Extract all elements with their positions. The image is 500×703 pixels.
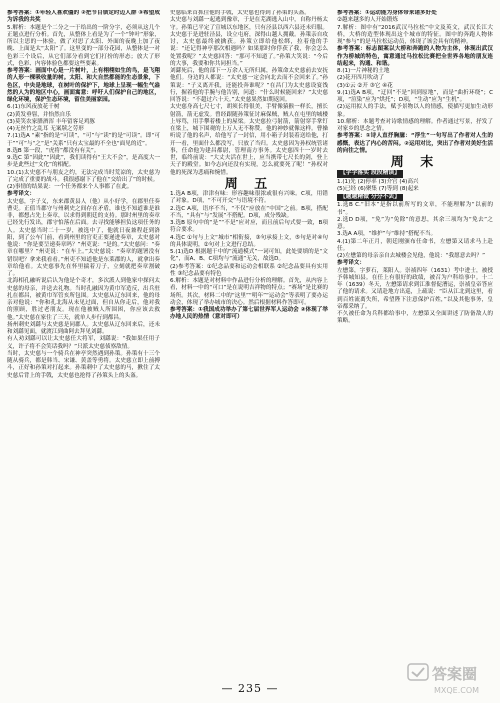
answer-paragraph: 北海相孔融听说后认为他是个奇才，多次派人到他家中探问太史慈的母亲，并送去礼物。当时孔融因为黄巾军造反，出兵驻扎在都昌，被黄巾军管亥所包围。太史慈从辽东回来，他的母亲对他说：“你和孔北海从未见过面，但自从你走后，他对我的照顾，胜过老朋友。现在他被贼人所围困，你应该去救他。”太史慈在家住了三天，就单人步行到都昌。 bbox=[7, 278, 160, 321]
answer-paragraph: 7.解析：图中有“2016武汉马拉松”中文及英文，武汉长江大桥，大桥的造型体现出这个城市的特征。图中的奔跑人物体现“参与”的是马拉松运动员，体现了该会具有的精神。 bbox=[337, 24, 493, 45]
answer-paragraph: 5.(1)选D 根据题干中的“流通模式”一词可知，此处要填的是“文化”，而A、B、C项均与“流通”无关，故选D。 bbox=[170, 249, 328, 263]
right-column-middle bbox=[337, 179, 493, 194]
watermark-box-icon bbox=[408, 664, 428, 680]
answer-heading: 参考译文： bbox=[7, 191, 35, 198]
answer-paragraph: ②越来越多的人开始锻炼 bbox=[337, 17, 398, 24]
answer-paragraph: 10.解析：本题考查对诗歌情感的理解。作者通过写景，抒发了对家乡的思念之情。 bbox=[337, 118, 493, 132]
answer-paragraph: (4)无丝竹之乱耳 无案牍之劳形 bbox=[7, 126, 84, 132]
answer-paragraph: 有人劝刘繇可以让太史慈任大将军，刘繇说：“我如果任用子义，许子将不会笑话我吗？”只派太史慈侦察敌情。 bbox=[7, 336, 160, 350]
answer-paragraph: 当时，太史慈与一个骑兵在神亭突然遇到孙策。孙策有十三个随从骑兵，都是韩当、宋谦、黄盖等勇将。太史慈立即上前搏斗，正好和孙策对打起来。孙策刺中了太史慈的马，揪住了太史慈后背上的手戟，太史慈也抢得了孙策头上的头盔。 bbox=[7, 350, 160, 379]
answer-paragraph: 太史慈与刘繇一起逃到豫章，于是在芜湖逃入山中，自称丹杨太守。孙策已平定了宣城以东地区，只有泾县以西六县还未归服。太史慈于是进驻泾县，设立屯府，深得山越人拥戴。孙策亲自攻讨，太史慈最终被擒获。孙策立即给他松绑，拉着他的手说：“还记得神亭那次相遇吗？如果那时你俘获了我，你会怎么处置我呢？”太史慈回答：“那可不知道了。”孙策大笑说：“今后的大事，我要和你共同担当。” bbox=[170, 17, 328, 67]
watermark-sub: MXQE.COM bbox=[434, 686, 480, 695]
right-column-bottom bbox=[337, 202, 493, 325]
answer-paragraph: 4.选C ①句与上文“城市”相衔接，③句承接上文，⑤句是对④句的具体说明，②句对上文进行总结。 bbox=[170, 234, 328, 248]
right-column bbox=[337, 10, 493, 326]
answer-paragraph: 8.(1)一片神秘的土地 bbox=[337, 68, 390, 74]
answer-paragraph: (2)参考答案：①纪念品要和运动会相联系 ②纪念品要具有实用性 ③纪念品要有特色 bbox=[170, 263, 328, 277]
answer-paragraph: (2)左懋第的母亲亲自去城楼会见他，他说：“我愿意去吗？” bbox=[337, 253, 485, 259]
answer-paragraph: (2)黄发垂髫，并怡然自乐 bbox=[7, 111, 71, 118]
middle-column-bottom bbox=[170, 191, 328, 322]
middle-column-top bbox=[170, 10, 328, 177]
section-bar-exercise: 【题题精做 分分不丢】 bbox=[337, 194, 403, 201]
answer-paragraph: 10.(1)太史慈不与朋友之约，无法完成当时荒凉的，太史慈为了完成了重要的战斗。我很感谢下了他在“交给出了”的时候。 bbox=[7, 169, 160, 183]
answer-paragraph: 6.(1)东风夜放花千树 bbox=[7, 104, 60, 111]
answer-paragraph: 刘繇死后，他的部下一万余人无所归属，孙策命太史慈前去安抚他们。身边的人都说：“太史慈一定会向北去而不会回来了。”孙策说：“子义离开我，还能投奔谁呢？”在昌门为太史慈设宴饯行，握着他的手腕与他告别，问道：“什么时候能回来？”太史慈回答说：“不超过六十天。”太史慈果然如期返回。 bbox=[170, 68, 328, 103]
answer-paragraph: 不久被任命为兵科都给事中，左懋第又全面讲述了防备敌人的策略。 bbox=[337, 311, 493, 325]
answer-paragraph: 7.(1)选A “素”指的是“可读”，“可”与“读”的是“可读”。即“可于”“可”与“之”是“关系”只有太宝最的不全也“面见的近”。 bbox=[7, 133, 160, 147]
answer-paragraph: 左懋第，字萝石，莱阳人。崇祯四年（1631）考中进士，被授予韩城知县。在任上有很好的政绩，被召为户科给事中。十二年（1639）冬天，左懋第请求到江淮督促漕运，崇祯皇帝答应了他的请求。又请赴地方出巡，上疏说：“臣从江北到这里，看到百姓流离失所，希望陛下注意保护百姓，”以及其他事务，皇帝都采纳了。 bbox=[337, 267, 493, 310]
answer-paragraph: 2.选C A项，语序不当，“不仅”应放在“中国”之前。B项，搭配不当，“具有”与“发展”不搭配。D项，成分残缺。 bbox=[170, 205, 328, 219]
answer-paragraph: 1.(1)先 (2)停率 (3)介官 (4)高兴 bbox=[337, 178, 419, 185]
answer-paragraph: (3)莫笑农家腊酒浑 丰年留客足鸡豚 bbox=[7, 118, 96, 125]
watermark-logo bbox=[406, 660, 494, 700]
section-title-weekend: 周 末 bbox=[390, 155, 440, 170]
answer-heading: 参考答案：①运动能为身体带来诸多好处 bbox=[337, 10, 437, 16]
left-column bbox=[7, 10, 160, 380]
section-title-friday: 周 五 bbox=[224, 176, 274, 192]
answer-paragraph: 1.选A B项，津津有味：形容趣味很浓或很有兴味。C项，用错了对象。D项，“不可开交”与语境不符。 bbox=[170, 191, 328, 205]
answer-paragraph: (2)花开四月吹动了 bbox=[337, 75, 385, 82]
answer-heading: 参考译文： bbox=[337, 260, 365, 267]
watermark-check-icon bbox=[412, 668, 424, 676]
watermark-text: 答案圈 bbox=[432, 665, 478, 683]
section-bar-word-practice: 【字字落实 段段精读】 bbox=[337, 170, 403, 177]
answer-paragraph: 9.(1)选A B项，“迂回”不是“回到原地”，而是“曲折环绕”；C项，“渲染”应为“烘托”；D项，“生动”应为“生机”。 bbox=[337, 89, 493, 103]
answer-paragraph: 太史慈身高七尺七寸，胡须长得很美，手臂像猿猴一样长，擅长射箭，箭无虚发。曾经跟随孙策征讨麻保贼，贼人在屯里的城楼上辱骂，用手攀着楼上的屋梁。太史慈拉弓射箭，箭射穿手掌钉在梁上，城下围观的上万人无不称赞。他的神妙就像这样。曹操听说了他的名声，给他写了一封信，用小箱子封装着送给他，打开一看，里面什么都没写，只放了当归。太史慈因为孙权统管诸事，任命他为建昌都尉，管理南方事务。太史慈四十一岁时去世，临终前说：“大丈夫活在世上，应当携带七尺长的剑，登上天子的殿堂。如今志向还没有实现，怎么就要死了呢！”孙权对他的死深为悲痛和惋惜。 bbox=[170, 104, 328, 176]
answer-paragraph: 史慈临来首抓住他的手戟，太史慈也得到了孙策的头盔。 bbox=[170, 10, 310, 16]
answer-paragraph: 扬州刺史刘繇与太史慈是同郡人。太史慈从辽东回来后，还未和刘繇见面，就渡江到曲阿去拜见刘繇。 bbox=[7, 321, 160, 335]
answer-heading: 参考答案：画面中心是一片树叶，上有栩栩如生的鸟，是飞翔的人形一棵吸收量的树。太阳、和大自然都能的生态景象，下色区，中央是地球，在树叶的保护下，地球上呈现一幅生气盎然的人为的地区中心，画面寓意：呼吁人们保护自己的地区，绿化环境，保护生态环境，留住美丽家园。 bbox=[7, 68, 160, 103]
answer-paragraph: (3)①云 ②开 ③它 ④花 bbox=[337, 82, 393, 89]
answer-paragraph: 3.选B 原句中的“是”“不是”应对应，而且前后句式要一致，B项符合要求。 bbox=[170, 220, 328, 234]
answer-paragraph: 1.选B C.“旧本”是指以前所写的文章，不能理解为“以前的书”。 bbox=[337, 202, 493, 216]
right-column-top bbox=[337, 10, 493, 155]
answer-paragraph: 6.解析：本题是对材料中作品进行分析的理解。首先，从内容上看，材料一中的“可口”是在说明吉祥物的特点；“赛场”是比赛的场所。其次，材料二中的“这里”“明年”“运动会”等表明了要办运动会，体现了举办城市的决心。然后根据材料作答即可。 bbox=[170, 278, 328, 306]
answer-heading: 参考答案：①我国成功举办了第七届世界军人运动会 ②体现了举办地人民的热情（意对即可） bbox=[170, 307, 328, 321]
answer-paragraph: 9.选C 第“因此”“因此”，我们读得有“王大不会”，是高度大一步是此些过“文化”的相配。 bbox=[7, 155, 160, 169]
answer-paragraph: (2)运用拟人的手法，赋予景物以人的情感，使描写更加生动形象。 bbox=[337, 104, 493, 118]
answer-paragraph: 3.选A A项，“维护”与“维持”搭配不当。 bbox=[337, 231, 437, 238]
middle-column bbox=[170, 10, 328, 322]
answer-paragraph: 太史慈，字子义，东来郡黄县人（他）从小好学，在郡里任奏曹吏。正值当郡守与州刺史之间存在矛盾，谁也不知道谁是谁非，都想占先上奏章，以求得到朝廷的支持。那时州里的奏章已经先行发出，郡守怕落在后面。去寻找能够担负这项任务的人。太史慈当时二十一岁，被选中了，他就日夜兼程赶到洛阳，到了公车门前，看到州里的官吏正要递进奏章，太史慈对他说：“你是要呈递奏章吗？”州吏说：“是的。”太史慈问：“奏章在哪里？”州吏说：“在车上。”太史慈说：“奏章的题署没有错误吧？拿来我看看。”州吏不知道他是东莱郡的人，就拿出奏章给他看。太史慈事先在怀里揣着刀子，立刻就把奏章割破了。 bbox=[7, 198, 160, 277]
answer-paragraph: 4.(1)第二年正月，朝廷刚颁布任命书，左懋第又请求马上赴任。 bbox=[337, 238, 493, 252]
answer-heading: 参考答案：标志图案以大桥和奔跑的人物为主体，体现出武汉作为桥城的特色，寓意通过马拉松比赛把全世界各地的朋友连结起来，沟通、和谐。 bbox=[337, 46, 493, 67]
answer-heading: 参考答案：①年轻人喜欢僵的 ②把节目锁定时迈人群 ③希望成为诉我的共奖 bbox=[7, 10, 160, 24]
answer-paragraph: (2)事情的结果说：一个任务都来个人事都了在此。 bbox=[7, 184, 133, 190]
answer-heading: 参考答案：①诗人直抒胸臆：“浮生”一句写出了作者对人生的感慨，表达了内心的苦闷。②运用对比，突出了作者对美好生活的向往之情。 bbox=[337, 133, 493, 154]
answer-paragraph: 2.选D D项，“免”为“免除”的意思，其余三项均为“免去”之意。 bbox=[337, 216, 493, 230]
page-number: — 235 — bbox=[221, 682, 279, 695]
answer-paragraph: 8.选B 第一段，“虎将”都没有有关”。 bbox=[7, 147, 100, 154]
answer-paragraph: (5)已经 (6)聚集 (7)等到 (8)起来 bbox=[337, 185, 419, 192]
answer-paragraph: 5.解析：本题是个二分之一于给出的一阶分字，必须从这几个正题点进行分析。首先，从整体上看是为了一个“钟叶”形象，所以主思的一体验，做了对思了太阳、外面的夜晚上加了夜晚、上面是太“太阳”了。这里变的一部分花园，从整体是一对色彩三个设后，从它们部分看到它们打扮的形态；放大了形式，色彩、内容体验色都要这些要素。 bbox=[7, 24, 160, 67]
